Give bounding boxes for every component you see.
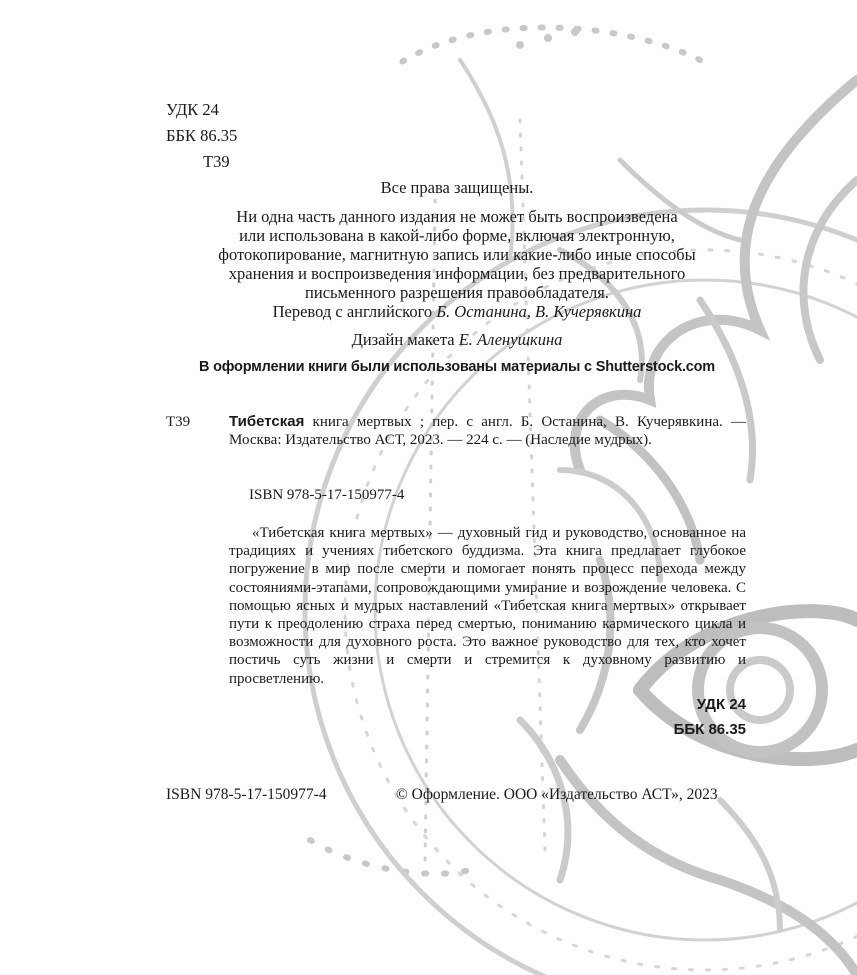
bibliography-record xyxy=(229,413,746,449)
notice-line: или использована в какой-либо форме, включая электронную, xyxy=(239,226,675,245)
translation-label: Перевод с английского xyxy=(272,302,433,321)
designer: Е. Аленушкина xyxy=(458,330,563,349)
bibliography-lead: Тибетская xyxy=(229,413,305,430)
footer-copyright: © Оформление. ООО «Издательство АСТ», 2023 xyxy=(396,786,718,803)
footer-isbn: ISBN 978-5-17-150977-4 xyxy=(166,786,327,803)
annotation-text: «Тибетская книга мертвых» — духовный гид и руководство, основанное на традициях и учениях тибетского буддизма. Эта книга предлагает глубокое погружение в мир после смерти и помогает понять процесс перехода между состояниями-этапами, сопровождающими умирание и возрождение человека. С помощью ясных и мудрых наставлений «Тибетская книга мертвых» открывает пути к преодолению страха перед смертью, пониманию кармического цикла и возможности для духовного роста. Это важное руководство для тех, кто хочет постичь суть жизни и смерти и стремится к духовному развитию и просветлению. xyxy=(229,525,746,687)
bbk-code: ББК 86.35 xyxy=(166,126,238,145)
design-label: Дизайн макета xyxy=(351,330,455,349)
bbk-code-bold: ББК 86.35 xyxy=(673,721,746,738)
notice-line: Ни одна часть данного издания не может быть воспроизведена xyxy=(236,207,678,226)
rights-reserved: Все права защищены. xyxy=(380,178,534,197)
udk-code-bold: УДК 24 xyxy=(696,696,746,713)
bibliography-mark: Т39 xyxy=(166,414,191,430)
bibliography-rest: книга мертвых ; пер. с англ. Б. Останина, В. Кучерявкина. — Москва: Издательство АСТ, 2023. — 224 с. — (Наследие мудрых). xyxy=(229,414,746,448)
translators: Б. Останина, В. Кучерявкина xyxy=(436,302,642,321)
materials-note: В оформлении книги были использованы материалы с Shutterstock.com xyxy=(198,359,715,375)
design-credit xyxy=(166,330,748,349)
translation-credit xyxy=(166,302,748,321)
rights-notice xyxy=(166,207,748,302)
notice-line: хранения и воспроизведения информации, без предварительного xyxy=(228,264,686,283)
notice-line: письменного разрешения правообладателя. xyxy=(305,283,609,302)
author-mark: Т39 xyxy=(203,152,230,171)
udk-code: УДК 24 xyxy=(166,100,219,119)
isbn-record: ISBN 978-5-17-150977-4 xyxy=(249,487,405,503)
notice-line: фотокопирование, магнитную запись или какие-либо иные способы xyxy=(218,245,696,264)
